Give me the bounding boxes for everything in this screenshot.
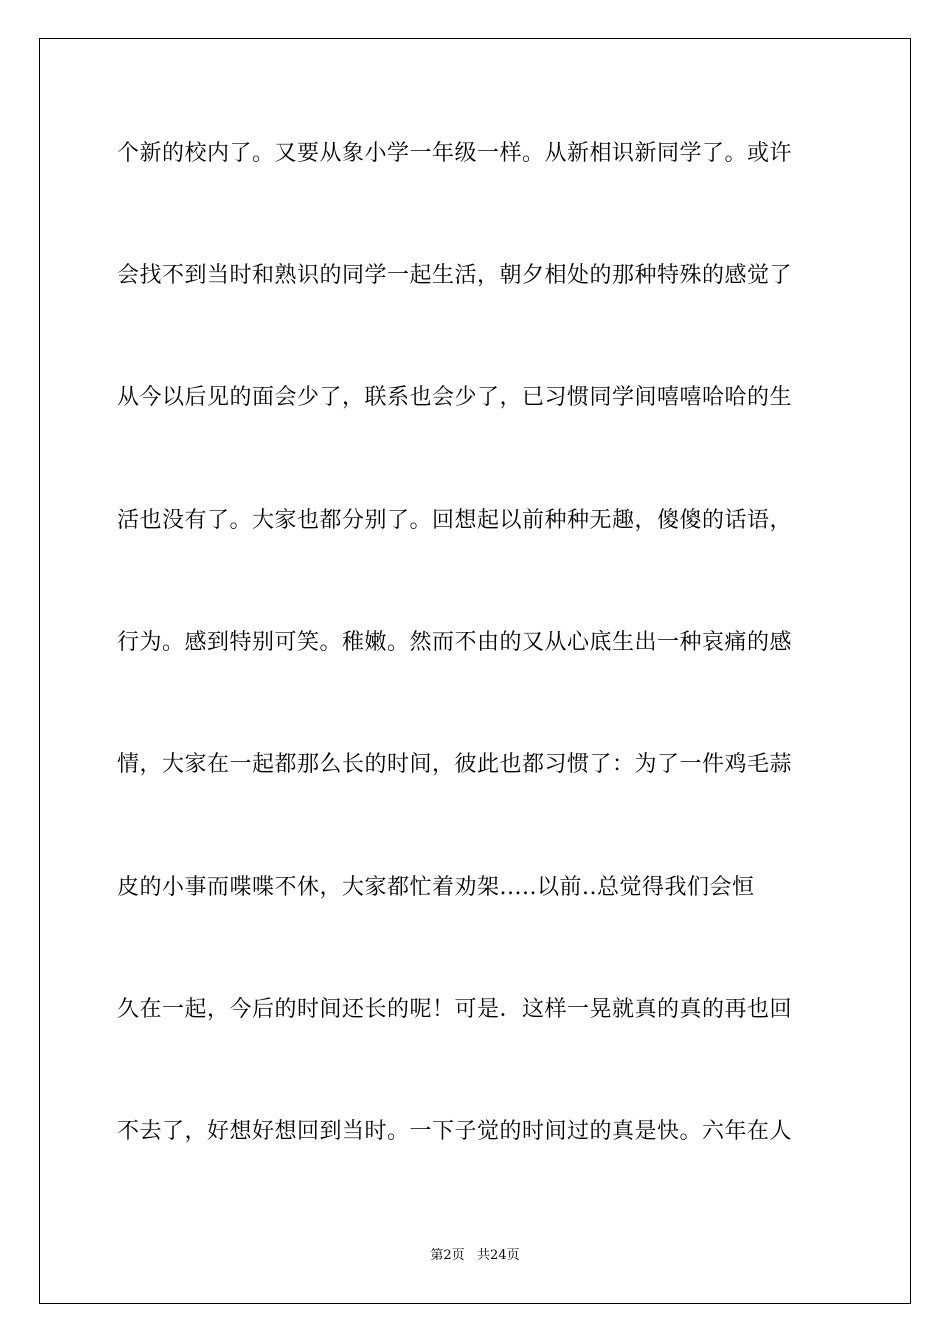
text-line: 活也没有了。大家也都分别了。回想起以前种种无趣，傻傻的话语， <box>117 508 793 533</box>
text-line: 不去了，好想好想回到当时。一下子觉的时间过的真是快。六年在人 <box>117 1119 793 1144</box>
page-number-footer: 第2页 共24页 <box>430 1248 520 1263</box>
text-line: 会找不到当时和熟识的同学一起生活，朝夕相处的那种特殊的感觉了 <box>117 263 793 288</box>
text-line: 情，大家在一起都那么长的时间，彼此也都习惯了：为了一件鸡毛蒜 <box>117 752 793 777</box>
text-line: 久在一起，今后的时间还长的呢！可是．这样一晃就真的真的再也回 <box>117 997 793 1022</box>
text-line: 个新的校内了。又要从象小学一年级一样。从新相识新同学了。或许 <box>117 141 793 166</box>
text-line: 皮的小事而喋喋不休，大家都忙着劝架.....以前..总觉得我们会恒 <box>117 875 755 900</box>
text-line: 从今以后见的面会少了，联系也会少了，已习惯同学间嘻嘻哈哈的生 <box>117 385 793 410</box>
page-border <box>39 38 911 1304</box>
text-line: 行为。感到特别可笑。稚嫩。然而不由的又从心底生出一种哀痛的感 <box>117 630 793 655</box>
